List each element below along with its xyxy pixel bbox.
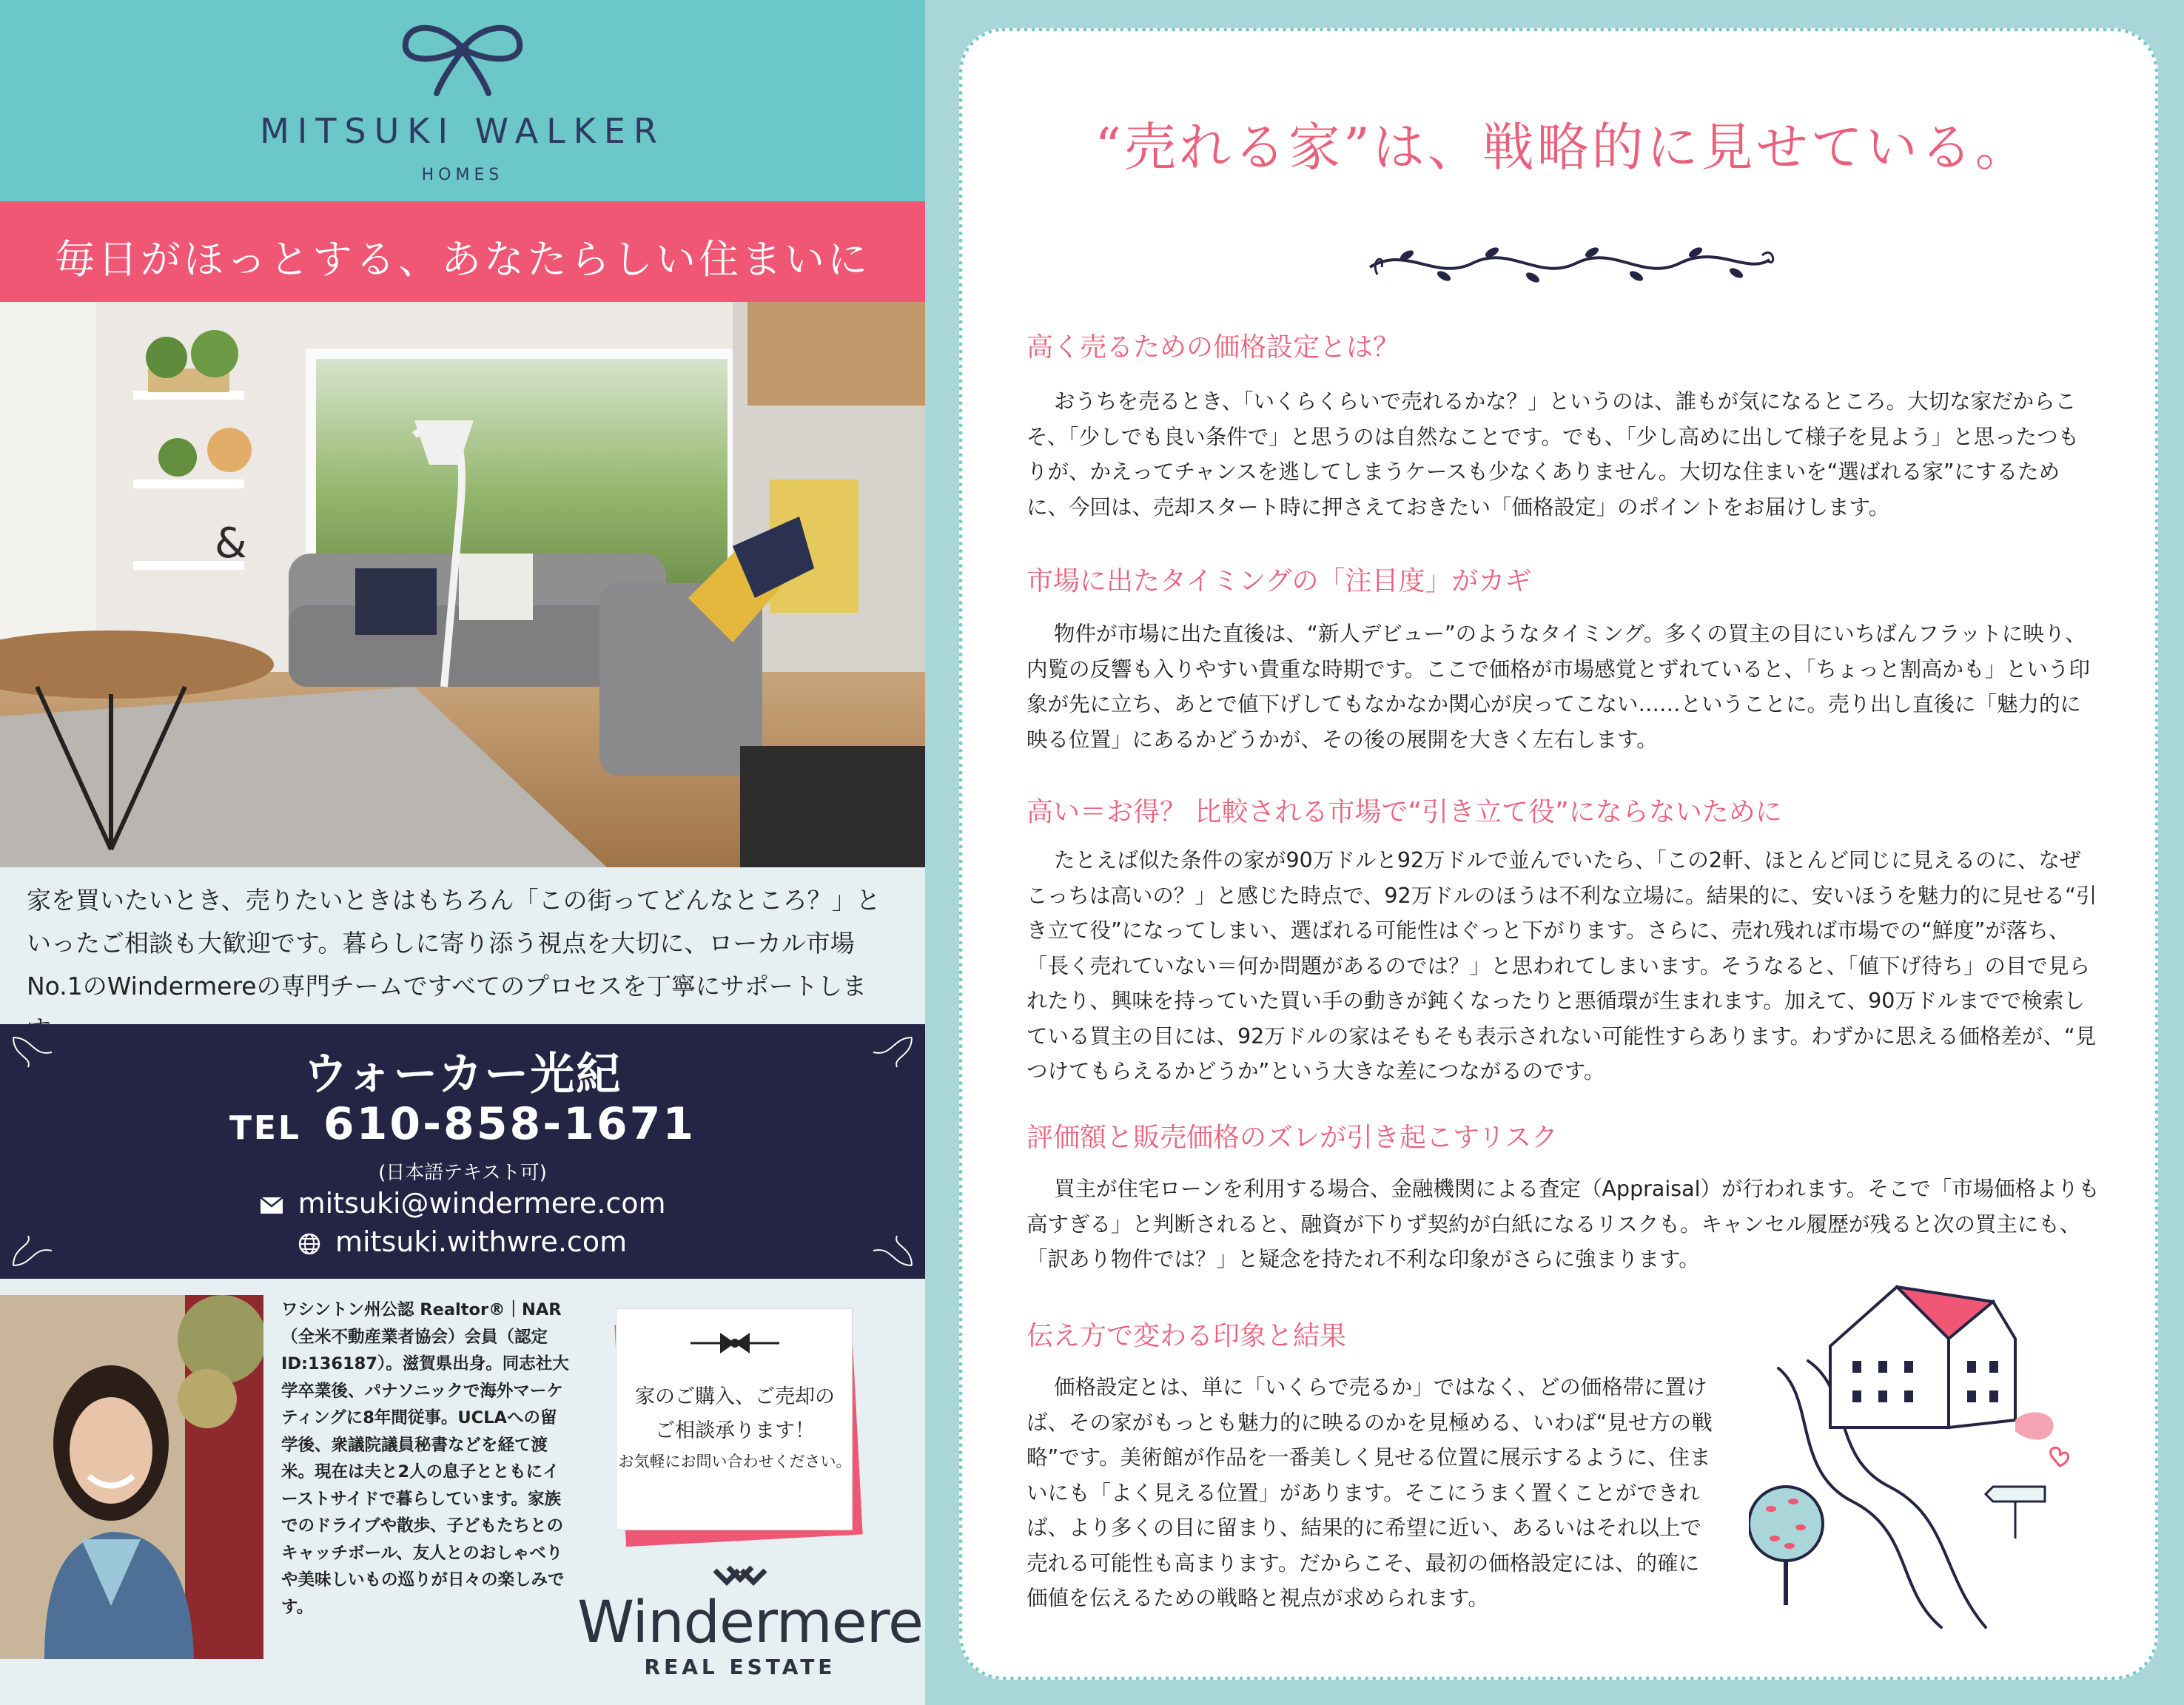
website-row[interactable] xyxy=(0,1225,925,1258)
house-illustration-icon xyxy=(1749,1279,2089,1635)
brand-sub: HOMES xyxy=(421,166,504,184)
tagline: 毎日がほっとする、あなたらしい住まいに xyxy=(55,236,870,283)
phone-row[interactable] xyxy=(0,1098,925,1150)
svg-text:&: & xyxy=(215,519,247,568)
section-title-presentation: 伝え方で変わる印象と結果 xyxy=(1027,1321,1347,1351)
phone-number[interactable]: 610-858-1671 xyxy=(323,1098,696,1150)
note-line-3: お気軽にお問い合わせください。 xyxy=(618,1453,852,1470)
contact-card xyxy=(0,1024,925,1279)
website-link[interactable]: mitsuki.withwre.com xyxy=(335,1225,628,1258)
tagline-band xyxy=(0,201,925,302)
left-column xyxy=(0,0,925,1705)
section-body-pricing: おうちを売るとき、「いくらくらいで売れるかな？」というのは、誰もが気になるところ。大切な家だからこそ、「少しでも良い条件で」と思うのは自然なことです。でも、「少し高めに出して様子を見よう」と思ったつもりが、かえってチャンスを逃してしまうケースも少なくありません。大切な住まいを“選ばれる家”にするために、今回は、売却スタート時に押さえておきたい「価格設定」のポイントをお届けします。 xyxy=(1027,389,2080,519)
living-room-photo xyxy=(0,302,925,867)
section-title-appraisal: 評価額と販売価格のズレが引き起こすリスク xyxy=(1027,1123,1558,1153)
tel-label: TEL xyxy=(229,1109,301,1147)
agent-name: ウォーカー光紀 xyxy=(303,1049,622,1100)
article-panel xyxy=(959,28,2158,1680)
agent-bio: ワシントン州公認 Realtor®｜NAR（全米不動産業者協会）会員（認定ID:136187）。滋賀県出身。同志社大学卒業後、パナソニックで海外マーケティングに8年間従事。UCLAへの留学後、衆議院議員秘書などを経て渡米。現在は夫と2人の息子とともにイーストサイドで暮らしています。家族でのドライブや散歩、子どもたちとのキャッチボール、友人とのおしゃべりや美味しいもの巡りが日々の楽しみです。 xyxy=(281,1300,569,1617)
article-headline: “売れる家”は、戦略的に見せている。 xyxy=(1095,117,2030,178)
phone-note: (日本語テキスト可) xyxy=(378,1162,547,1184)
bowtie-icon xyxy=(691,1328,779,1358)
note-line-2: ご相談承ります！ xyxy=(655,1419,815,1442)
note-line-1: 家のご購入、ご売却の xyxy=(635,1385,835,1408)
section-title-timing: 市場に出たタイミングの「注目度」がカギ xyxy=(1027,566,1532,596)
section-title-comparison: 高い＝お得？ 比較される市場で“引き立て役”にならないために xyxy=(1027,797,1782,827)
section-body-appraisal: 買主が住宅ローンを利用する場合、金融機関による査定（Appraisal）が行われます。そこで「市場価格よりも高すぎる」と判断されると、融資が下りず契約が白紙になるリスクも。キャンセル履歴が残ると次の買主にも、「訳あり物件では？」と疑念を持たれ不利な印象がさらに強まります。 xyxy=(1027,1177,2100,1271)
note-card xyxy=(613,1305,861,1547)
intro-text: 家を買いたいとき、売りたいときはもちろん「この街ってどんなところ？」といったご相談も大歓迎です。暮らしに寄り添う視点を大切に、ローカル市場No.1のWindermereの専門チームですべてのプロセスを丁寧にサポートしま xyxy=(27,886,881,1001)
section-body-presentation: 価格設定とは、単に「いくらで売るか」ではなく、どの価格帯に置けば、その家がもっとも魅力的に映るのかを見極める、いわば“見せ方の戦略”です。美術館が作品を一番美しく見せる位置に展示するように、住まいにも「よく見える位置」があります。そこにうまく置くことができれば、より多くの目に留まり、結果的に希望に近い、あるいはそれ以上で売れる可能性も高まります。だからこそ、最初の価格設定には、的確に価値を伝えるための戦略と視点が求められます。 xyxy=(1027,1375,1713,1610)
logo-band xyxy=(0,0,925,201)
email-row[interactable] xyxy=(0,1187,925,1220)
company-sub: REAL ESTATE xyxy=(644,1655,836,1679)
section-body-comparison: たとえば似た条件の家が90万ドルと92万ドルで並んでいたら、「この2軒、ほとんど同じに見えるのに、なぜこっちは高いの？」と感じた時点で、92万ドルのほうは不利な立場に。結果的に、安いほうを魅力的に見せる“引き立て役”になってしまい、選ばれる可能性はぐっと下がります。さらに、売れ残れば市場での“鮮度”が落ち、「長く売れていない＝何か問題があるのでは？」と思われてしまいます。そうなると、「値下げ待ち」の目で見られたり、興味を持っていた買い手の動きが鈍くなったりと悪循環が生まれます。加えて、90万ドルまでで検索している買主の目には、92万ドルの家はそもそも表示されない可能性すらあります。わずかに思える価格差が、“見つけてもらえるかどうか”という大きな差につながるのです。 xyxy=(1027,848,2097,1083)
section-title-pricing: 高く売るための価格設定とは？ xyxy=(1027,332,1400,363)
bow-logo-icon xyxy=(392,16,533,98)
globe-icon xyxy=(298,1233,320,1255)
company-name: Windermere xyxy=(577,1590,924,1656)
agent-portrait xyxy=(0,1295,263,1659)
vine-divider-icon xyxy=(1363,230,1777,295)
brand-name: MITSUKI WALKER xyxy=(260,111,665,151)
section-body-timing: 物件が市場に出た直後は、“新人デビュー”のようなタイミング。多くの買主の目にいちばんフラットに映り、内覧の反響も入りやすい貴重な時期です。ここで価格が市場感覚とずれていると、「ちょっと割高かも」という印象が先に立ち、あとで値下げしてもなかなか関心が戻ってこない……ということに。売り出し直後に「魅力的に映る位置」にあるかどうかが、その後の展開を大きく左右します。 xyxy=(1027,622,2090,752)
mail-icon xyxy=(260,1197,283,1214)
email-link[interactable]: mitsuki@windermere.com xyxy=(298,1187,666,1220)
